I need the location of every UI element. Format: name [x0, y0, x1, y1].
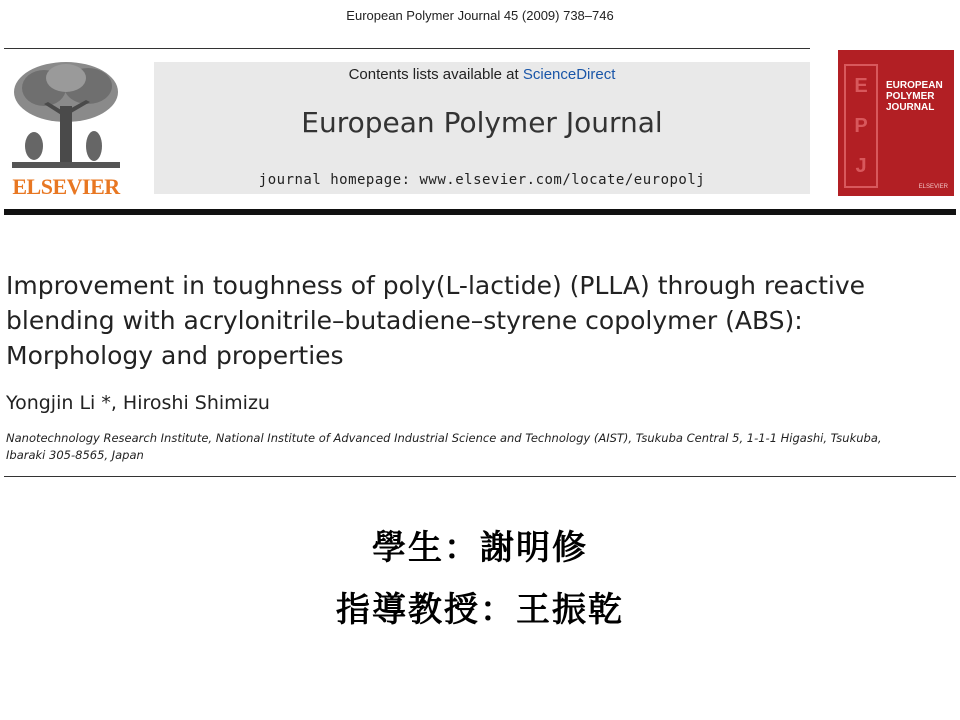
- journal-banner: [154, 62, 810, 194]
- cover-letters: [844, 64, 878, 188]
- cover-title-line: EUROPEAN: [886, 80, 943, 91]
- contents-line: [154, 66, 810, 83]
- sciencedirect-link[interactable]: ScienceDirect: [522, 66, 616, 83]
- cover-title-line: POLYMER: [886, 91, 935, 102]
- article-divider: [4, 476, 956, 477]
- header-divider: [4, 48, 810, 49]
- contents-prefix: Contents lists available at: [348, 66, 523, 83]
- cover-letter-j: J: [855, 154, 867, 177]
- cover-title: [886, 80, 952, 113]
- cover-publisher: ELSEVIER: [918, 184, 948, 190]
- student-name: 學生：謝明修: [372, 528, 588, 568]
- elsevier-logo: [4, 58, 128, 200]
- author-affiliation: Nanotechnology Research Institute, National Institute of Advanced Industrial Science and Technology (AIST), Tsukuba Central 5, 1-1-1 Higashi, Tsukuba, Ibaraki 305-8565, Japan: [6, 431, 882, 462]
- cover-letter-p: P: [854, 114, 868, 137]
- banner-divider: [4, 209, 956, 215]
- cover-title-line: JOURNAL: [886, 102, 935, 113]
- paper-authors: Yongjin Li *, Hiroshi Shimizu: [6, 392, 270, 414]
- advisor-name: 指導教授：王振乾: [336, 590, 624, 630]
- journal-homepage[interactable]: journal homepage: www.elsevier.com/locate/europolj: [258, 172, 706, 188]
- journal-cover-thumbnail: [838, 50, 954, 196]
- tree-icon: [4, 58, 128, 174]
- journal-citation: European Polymer Journal 45 (2009) 738–746: [346, 8, 614, 23]
- elsevier-wordmark: ELSEVIER: [12, 174, 120, 199]
- paper-title: Improvement in toughness of poly(L-lactide) (PLLA) through reactive blending with acrylonitrile–butadiene–styrene copolymer (ABS): Morphology and properties: [6, 271, 865, 370]
- cover-letter-e: E: [854, 74, 868, 97]
- journal-title: European Polymer Journal: [301, 106, 663, 139]
